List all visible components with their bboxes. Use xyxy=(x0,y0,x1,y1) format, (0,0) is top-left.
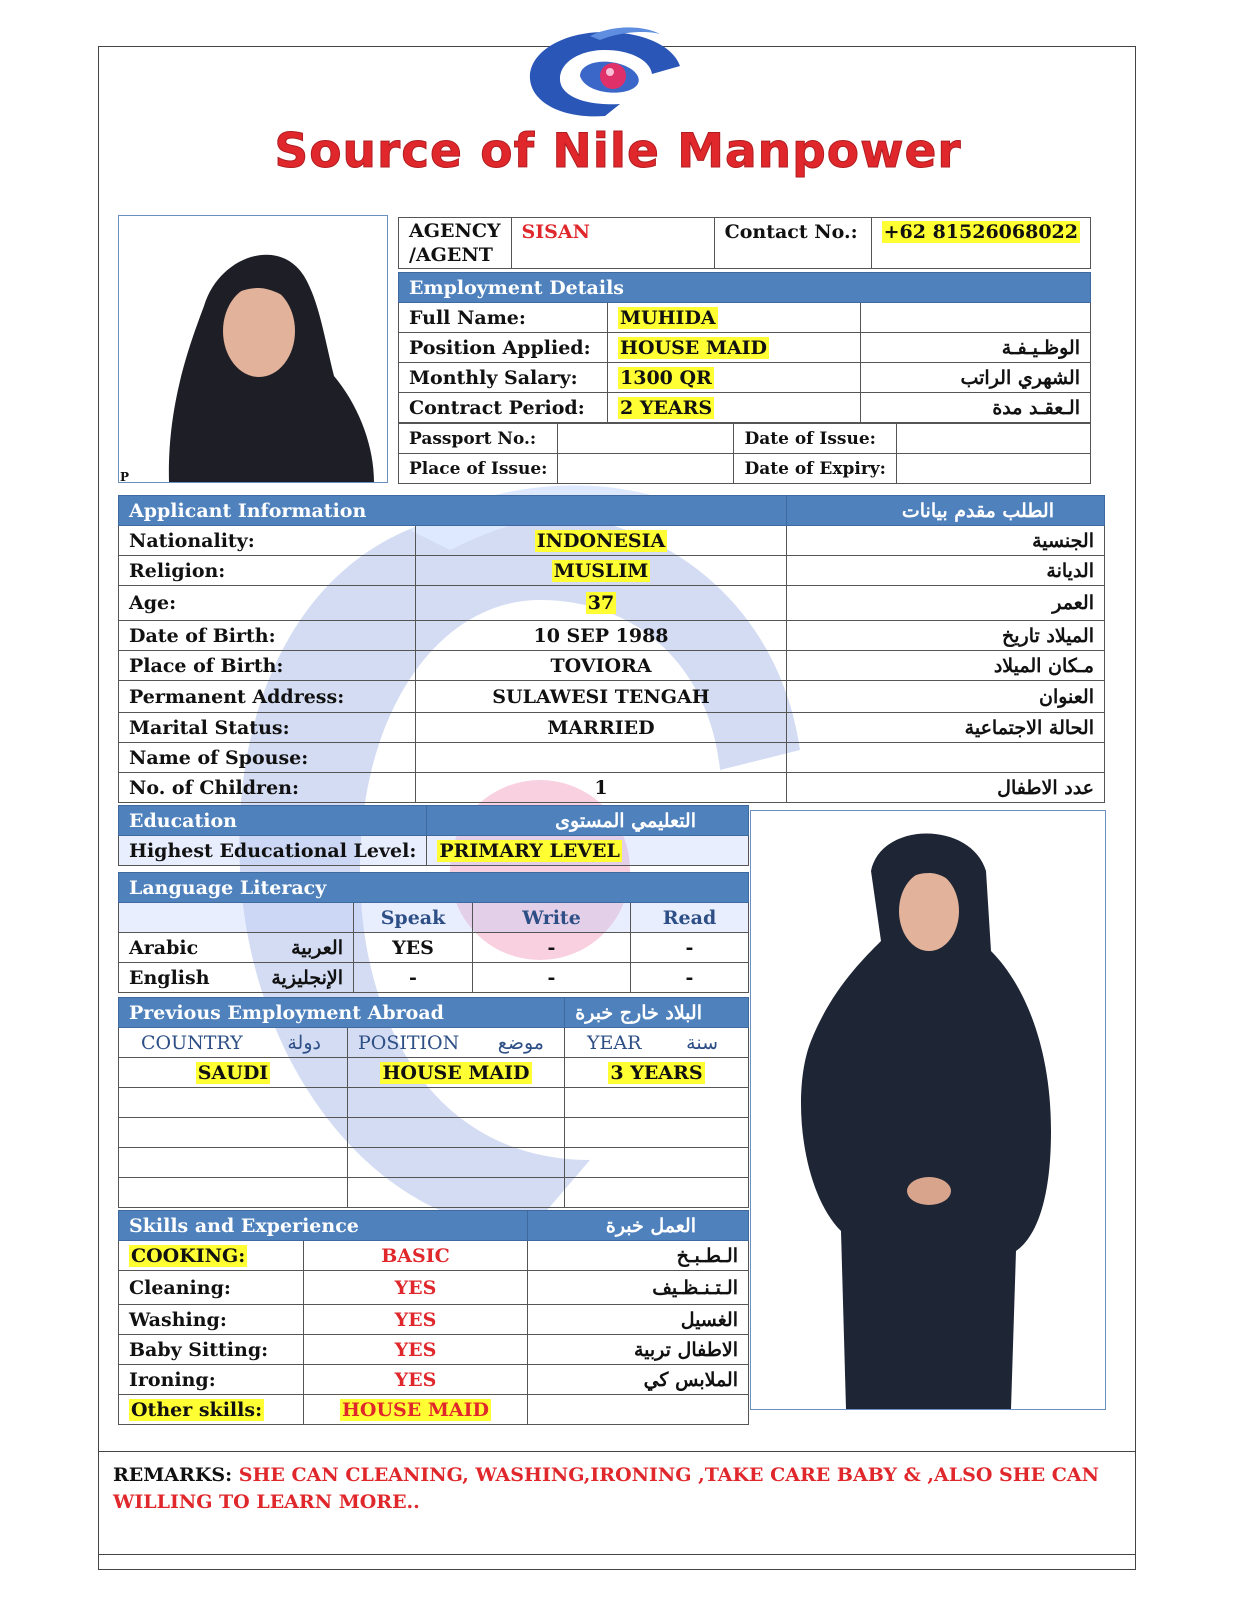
date-of-issue-label: Date of Issue: xyxy=(734,424,896,454)
skill-row: Washing: YES الغسيل xyxy=(119,1305,749,1335)
language-row-arabic: Arabic العربية YES - - xyxy=(119,933,749,963)
remarks-label: REMARKS: xyxy=(113,1464,233,1486)
education-header: Education xyxy=(119,806,427,836)
applicant-row: Nationality: INDONESIA الجنسية xyxy=(119,526,1105,556)
applicant-row: No. of Children: 1 عدد الاطفال xyxy=(119,773,1105,803)
passport-table xyxy=(398,423,1091,484)
language-row-english: English الإنجليزية - - - xyxy=(119,963,749,993)
education-label: Highest Educational Level: xyxy=(119,836,427,866)
company-logo xyxy=(520,24,690,124)
photo-mark: P xyxy=(120,470,130,484)
salary-value: 1300 QR xyxy=(620,366,712,389)
contact-label: Contact No.: xyxy=(714,218,871,269)
employment-row: Full Name: MUHIDA xyxy=(399,303,1091,333)
applicant-row: Permanent Address: SULAWESI TENGAH العنوان xyxy=(119,681,1105,713)
full-name-value: MUHIDA xyxy=(620,306,716,329)
skill-row: Baby Sitting: YES الاطفال تربية xyxy=(119,1335,749,1365)
applicant-row: Name of Spouse: xyxy=(119,743,1105,773)
language-table xyxy=(118,872,749,993)
education-value: PRIMARY LEVEL xyxy=(439,839,620,862)
previous-employment-table: Previous Employment Abroad البلاد خارج خبرة COUNTRY دولة POSITION موضع YEAR سنة SAUDI HOUSE MAID 3 YEARS xyxy=(118,997,749,1208)
skill-row: COOKING: BASIC الـطـبـخ xyxy=(119,1241,749,1271)
previous-header: Previous Employment Abroad xyxy=(119,998,565,1028)
position-value: HOUSE MAID xyxy=(620,336,768,359)
agency-label: AGENCY /AGENT xyxy=(399,218,512,269)
skills-header: Skills and Experience xyxy=(119,1211,528,1241)
previous-row: SAUDI HOUSE MAID 3 YEARS xyxy=(119,1058,749,1088)
agency-value: SISAN xyxy=(521,221,590,243)
previous-header-ar: البلاد خارج خبرة xyxy=(565,998,749,1028)
skill-row: Cleaning: YES الـتـنـظـيف xyxy=(119,1271,749,1305)
applicant-header-ar: الطلب مقدم بيانات xyxy=(787,496,1105,526)
date-of-expiry-label: Date of Expiry: xyxy=(734,454,896,484)
employment-row: Position Applied: HOUSE MAID الوظـيـفـة xyxy=(399,333,1091,363)
education-header-ar: التعليمي المستوى xyxy=(427,806,749,836)
applicant-row: Place of Birth: TOVIORA مـكان الميلاد xyxy=(119,651,1105,681)
applicant-row: Age: 37 العمر xyxy=(119,586,1105,621)
employment-table xyxy=(398,272,1091,423)
skill-row: Other skills: HOUSE MAID xyxy=(119,1395,749,1425)
education-table xyxy=(118,805,749,866)
skill-row: Ironing: YES الملابس كي xyxy=(119,1365,749,1395)
contact-value: +62 81526068022 xyxy=(883,221,1078,243)
col-read: Read xyxy=(631,903,749,933)
employment-row: Monthly Salary: 1300 QR الشهري الراتب xyxy=(399,363,1091,393)
remarks-box xyxy=(98,1451,1136,1555)
applicant-table xyxy=(118,495,1105,803)
skills-header-ar: العمل خبرة xyxy=(528,1211,749,1241)
skills-table xyxy=(118,1210,749,1425)
place-of-issue-label: Place of Issue: xyxy=(399,454,558,484)
col-speak: Speak xyxy=(354,903,473,933)
col-write: Write xyxy=(473,903,631,933)
applicant-row: Date of Birth: 10 SEP 1988 الميلاد تاريخ xyxy=(119,621,1105,651)
applicant-row: Religion: MUSLIM الديانة xyxy=(119,556,1105,586)
language-header: Language Literacy xyxy=(119,873,749,903)
applicant-row: Marital Status: MARRIED الحالة الاجتماعية xyxy=(119,713,1105,743)
contract-value: 2 YEARS xyxy=(620,396,713,419)
applicant-header: Applicant Information xyxy=(119,496,787,526)
passport-no-label: Passport No.: xyxy=(399,424,558,454)
remarks-text: SHE CAN CLEANING, WASHING,IRONING ,TAKE CARE BABY & ,ALSO SHE CAN WILLING TO LEARN MORE.. xyxy=(113,1464,1099,1513)
agency-table xyxy=(398,217,1091,269)
employment-header: Employment Details xyxy=(399,273,1091,303)
company-name: Source of Nile Manpower xyxy=(274,124,962,179)
applicant-portrait-photo xyxy=(118,215,388,483)
employment-row: Contract Period: 2 YEARS الـعقـد مدة xyxy=(399,393,1091,423)
applicant-full-body-photo xyxy=(750,810,1106,1410)
